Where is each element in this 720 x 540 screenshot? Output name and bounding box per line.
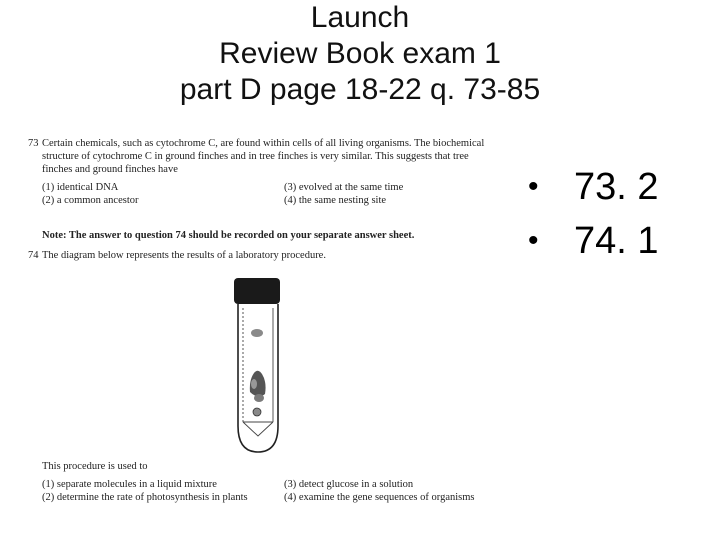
q74-option-3: (3) detect glucose in a solution <box>284 479 414 490</box>
bullet: • <box>528 170 539 203</box>
answer-item <box>528 160 659 214</box>
q73-option-3: (3) evolved at the same time <box>284 182 404 193</box>
q73-option-1: (1) identical DNA <box>42 182 119 193</box>
origin-dot <box>253 408 261 416</box>
test-tube-diagram <box>232 276 284 454</box>
q74-stem: The diagram below represents the results of a laboratory procedure. <box>42 250 326 261</box>
answer-item <box>528 214 659 268</box>
q74-lead: This procedure is used to <box>42 461 148 472</box>
tube-stopper <box>234 278 280 304</box>
q74-option-1: (1) separate molecules in a liquid mixture <box>42 479 217 490</box>
answer-list <box>528 160 659 268</box>
q73-number: 73 <box>28 138 39 149</box>
q73-option-2: (2) a common ancestor <box>42 195 139 206</box>
bullet: • <box>528 224 539 257</box>
q73-option-4: (4) the same nesting site <box>284 195 387 206</box>
pigment-spot-inner <box>251 379 257 389</box>
pigment-spot-lower <box>254 394 264 402</box>
q74-option-2: (2) determine the rate of photosynthesis in plants <box>42 492 248 503</box>
title-line-1: Launch <box>310 1 410 34</box>
q73-stem-line-3: finches and ground finches have <box>42 164 178 175</box>
title-line-2: Review Book exam 1 <box>219 37 501 70</box>
answer-text: 73. 2 <box>574 166 659 208</box>
slide-title <box>0 0 720 108</box>
q74-option-4: (4) examine the gene sequences of organisms <box>284 492 475 503</box>
q73-stem-line-1: Certain chemicals, such as cytochrome C, are found within cells of all living organisms. The biochemical <box>42 138 485 149</box>
q73-stem-line-2: structure of cytochrome C in ground finches and in tree finches is very similar. This suggests that tree <box>42 151 469 162</box>
title-line-3: part D page 18-22 q. 73-85 <box>179 73 541 106</box>
q74-number: 74 <box>28 250 39 261</box>
pigment-spot-top <box>251 329 263 337</box>
note-line: Note: The answer to question 74 should be recorded on your separate answer sheet. <box>42 230 415 241</box>
answer-text: 74. 1 <box>574 220 659 262</box>
